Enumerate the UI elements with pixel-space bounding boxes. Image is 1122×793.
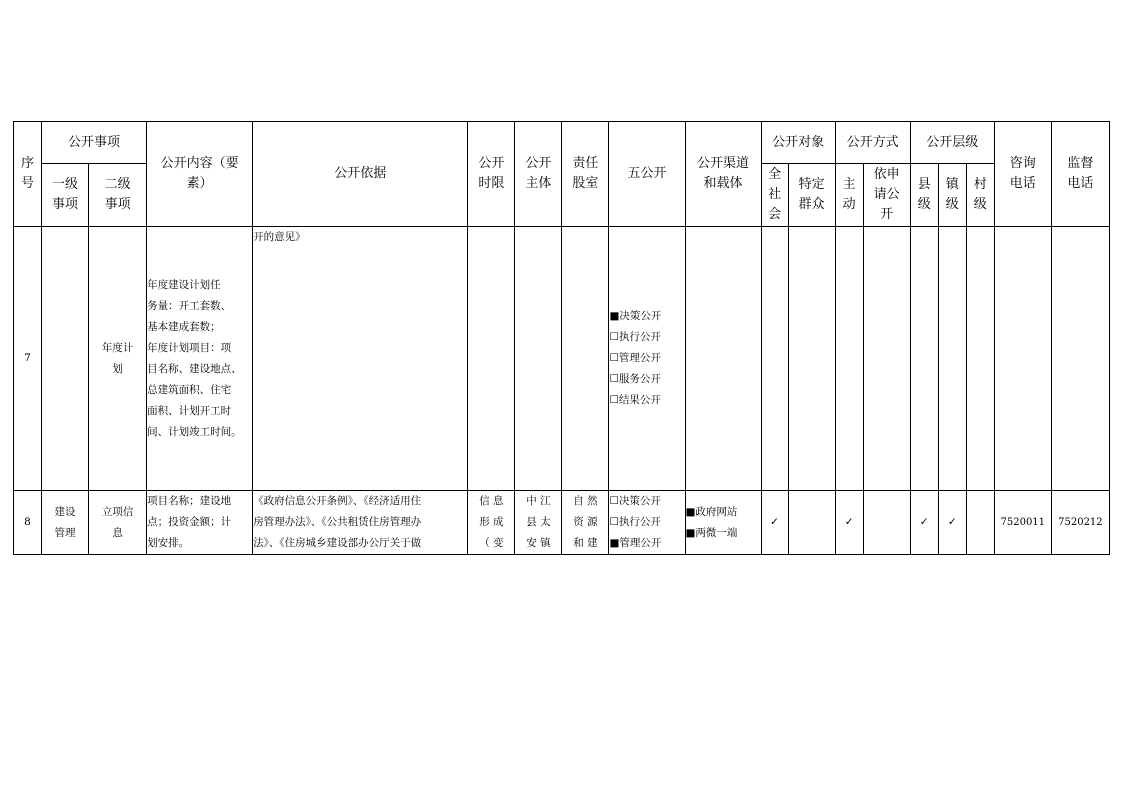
row-tier-village [966,491,994,555]
header-target-all: 全 社 会 [761,164,788,227]
row-level2: 立项信 息 [89,491,147,555]
header-basis: 公开依据 [253,122,468,227]
row-target-all [761,227,788,491]
header-mode: 公开方式 [835,122,910,164]
disclosure-table [13,121,1110,555]
row-level2: 年度计 划 [89,227,147,491]
header-supervise: 监督 电话 [1051,122,1109,227]
header-seq: 序 号 [14,122,42,227]
row-five: ■决策公开 ☐执行公开 ☐管理公开 ☐服务公开 ☐结果公开 [609,227,685,491]
row-mode-apply [863,491,910,555]
header-subject: 公开 主体 [515,122,562,227]
header-tier-town: 镇 级 [938,164,966,227]
header-five: 五公开 [609,122,685,227]
row-consult: 7520011 [994,491,1051,555]
header-mode-active: 主 动 [835,164,863,227]
row-content: 项目名称；建设地 点；投资金额；计 划安排。 [147,491,253,555]
row-tier-county: ✓ [910,491,938,555]
row-mode-apply [863,227,910,491]
header-channel: 公开渠道 和载体 [685,122,761,227]
row-level1: 建设 管理 [42,491,89,555]
row-target-specific [788,491,835,555]
header-level1: 一级 事项 [42,164,89,227]
table-row [14,227,1110,491]
row-tier-village [966,227,994,491]
header-tier: 公开层级 [910,122,994,164]
row-mode-active [835,227,863,491]
row-target-all: ✓ [761,491,788,555]
row-seq: 8 [14,491,42,555]
row-subject [515,227,562,491]
header-timelimit: 公开 时限 [468,122,515,227]
row-content: 年度建设计划任 务量：开工套数、 基本建成套数； 年度计划项目：项 目名称、建设地点、 总建筑面积、住宅 面积、计划开工时 间、计划竣工时间。 [147,227,253,491]
row-seq: 7 [14,227,42,491]
row-tier-county [910,227,938,491]
row-basis: 《政府信息公开条例》、《经济适用住 房管理办法》、《公共租赁住房管理办 法》、《住房城乡建设部办公厅关于做 [253,491,468,555]
row-tier-town: ✓ [938,491,966,555]
header-office: 责任 股室 [562,122,609,227]
header-mode-apply: 依申 请公 开 [863,164,910,227]
row-five: ☐决策公开 ☐执行公开 ■管理公开 [609,491,685,555]
row-channel: ■政府网站 ■两微一端 [685,491,761,555]
header-consult: 咨询 电话 [994,122,1051,227]
row-basis: 开的意见》 [253,227,468,491]
header-content: 公开内容（要 素） [147,122,253,227]
row-supervise: 7520212 [1051,491,1109,555]
row-level1 [42,227,89,491]
row-supervise [1051,227,1109,491]
header-target: 公开对象 [761,122,835,164]
row-timelimit [468,227,515,491]
header-level2: 二级 事项 [89,164,147,227]
row-office [562,227,609,491]
row-mode-active: ✓ [835,491,863,555]
header-tier-village: 村 级 [966,164,994,227]
header-target-specific: 特定 群众 [788,164,835,227]
table-row [14,491,1110,555]
row-subject: 中 江 县 太 安 镇 [515,491,562,555]
row-tier-town [938,227,966,491]
row-target-specific [788,227,835,491]
row-consult [994,227,1051,491]
row-timelimit: 信 息 形 成 （ 变 [468,491,515,555]
row-channel [685,227,761,491]
header-tier-county: 县 级 [910,164,938,227]
row-office: 自 然 资 源 和 建 [562,491,609,555]
header-matter: 公开事项 [42,122,147,164]
